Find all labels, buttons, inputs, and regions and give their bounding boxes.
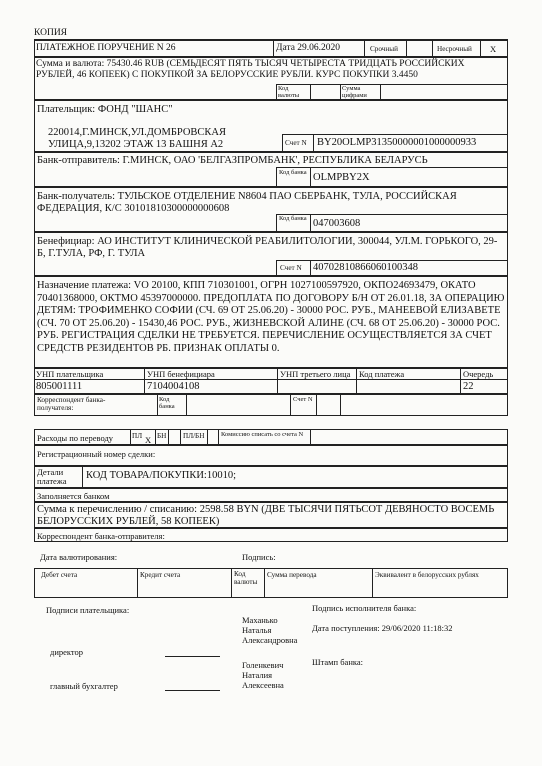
ids-header: Код платежа [359,369,405,379]
ids-value: 7104004108 [147,381,200,392]
correspondent-code-label: Код банка [159,396,175,410]
ids-table [34,368,508,394]
stamp-label: Штамп банка: [312,657,363,667]
payment-details-label: Детали платежа [37,467,67,486]
nonurgent-mark: X [490,44,497,54]
filled-by-bank-label: Заполняется банком [37,491,110,501]
urgent-label: Срочный [370,45,398,53]
order-title: ПЛАТЕЖНОЕ ПОРУЧЕНИЕ N 26 [36,43,176,53]
accountant-name: Голенкевич Наталия Алексеевна [242,660,284,690]
accountant-label: главный бухгалтер [50,681,118,691]
transfer-fees-label: Расходы по переводу [37,433,114,443]
sender-bank-code: OLMPBY2X [313,172,370,183]
payer-account: BY20OLMP31350000001000000933 [317,137,477,148]
amount-to-transfer: Сумма к перечислению / списанию: 2598.58 BYN (ДВЕ ТЫСЯЧИ ПЯТЬСОТ ДЕВЯНОСТО ВОСЕМЬ БЕЛОРУССКИХ РУБЛЕЙ, 58 КОПЕЕК) [37,504,495,527]
ids-value: 22 [463,381,474,392]
amount-currency: Сумма и валюта: 75430.46 RUB (СЕМЬДЕСЯТ ПЯТЬ ТЫСЯЧ ЧЕТЫРЕСТА ТРИДЦАТЬ РОССИЙСКИХ РУБЛЕЙ, 46 КОПЕЕК) С ПОКУПКОЙ ЗА БЕЛОРУССКИЕ РУБЛИ. КУРС ПОКУПКИ 3.4450 [36,59,465,80]
payer-account-label: Счет N [285,139,307,147]
receiver-bank-code: 047003608 [313,218,361,229]
director-label: директор [50,647,84,657]
bottom-table-header: Дебет счета [41,571,78,579]
beneficiary-account: 40702810866060100348 [313,262,418,273]
receiver-bank: Банк-получатель: ТУЛЬСКОЕ ОТДЕЛЕНИЕ N8604 ПАО СБЕРБАНК, ТУЛА, РОССИЙСКАЯ ФЕДЕРАЦИЯ, К/С 30101810300000000608 [37,191,457,214]
correspondent-account-label: Счет N [293,396,313,403]
beneficiary: Бенефициар: АО ИНСТИТУТ КЛИНИЧЕСКОЙ РЕАБИЛИТОЛОГИИ, 300044, УЛ.М. ГОРЬКОГО, 29-Б, Г.ТУЛА, РФ, Г. ТУЛА [37,236,498,259]
sender-correspondent-label: Корреспондент банка-отправителя: [37,531,165,541]
payment-details-value: КОД ТОВАРА/ПОКУПКИ:10010; [86,470,237,481]
nonurgent-label: Несрочный [437,45,472,53]
bottom-table-header: Кредит счета [140,571,181,579]
receiver-bank-code-label: Код банка [279,215,307,222]
reg-number-label: Регистрационный номер сделки: [37,449,156,459]
bottom-table-header: Сумма перевода [267,571,317,579]
ids-header: УНП бенефициара [147,369,215,379]
bottom-table-header: Эквивалент в белорусских рублях [375,571,479,579]
received-date: Дата поступления: 29/06/2020 11:18:32 [312,623,453,633]
ids-value: 805001111 [36,381,83,392]
beneficiary-account-label: Счет N [280,264,302,272]
fee-option-mark: X [145,435,152,445]
sum-digits-label: Сумма цифрами [342,85,367,99]
sender-bank: Банк-отправитель: Г.МИНСК, ОАО 'БЕЛГАЗПРОМБАНК', РЕСПУБЛИКА БЕЛАРУСЬ [37,155,428,166]
bank-signature-label: Подпись исполнителя банка: [312,603,417,613]
payer-name: Плательщик: ФОНД "ШАНС" [37,104,173,115]
doc-title: КОПИЯ [34,28,68,38]
fee-option-pl: ПЛ [132,432,143,440]
bottom-table-header: Код валюты [234,570,258,586]
ids-header: УНП третьего лица [280,369,351,379]
director-name: Маханько Наталья Александровна [242,615,298,645]
payer-signatures-label: Подписи плательщика: [46,605,130,615]
commission-label: Комиссию списать со счета N [221,431,304,438]
fee-option-plbn: ПЛ/БН [183,432,205,440]
value-date-label: Дата валютирования: [40,552,118,562]
payment-purpose: Назначение платежа: VO 20100, КПП 710301001, ОГРН 1027100597920, ОКПО24693479, ОКАТО 70401368000, ОКТМО 45397000000. ПРЕДОПЛАТА ПО ДОГОВОРУ Б/Н ОТ 26.01.18, ЗА ОПЕРАЦИЮ ДЕТЯМ: ТРОФИМЕНКО СОФИИ (СЧ. 69 ОТ 25.06.20) - 30000 РОС. РУБ., МАНЕЕВОЙ ЕЛИЗАВЕТЕ (СЧ. 70 ОТ 25.06.20) - 15430,46 РОС. РУБ., ЖИЗНЕВСКОЙ АЛИНЕ (СЧ. 68 ОТ 25.06.20) - 30000 РОС. РУБ. РЕГИСТРАЦИЯ СДЕЛКИ НЕ ТРЕБУЕТСЯ. ПЕРЕЧИСЛЕНИЕ ОСУЩЕСТВЛЯЕТСЯ ЗА СЧЕТ СРЕДСТВ РЕЗИДЕНТОВ РБ. ПРИЗНАК ОПЛАТЫ 0. [37,280,505,354]
currency-code-label: Код валюты [278,85,300,99]
correspondent-label: Корреспондент банка-получателя: [37,396,106,412]
ids-header: Очередь [463,369,494,379]
signature-label: Подпись: [242,552,276,562]
order-date: Дата 29.06.2020 [276,43,341,53]
sender-bank-code-label: Код банка [279,169,307,176]
fee-option-bn: БН [157,432,167,440]
payer-address: 220014,Г.МИНСК,УЛ.ДОМБРОВСКАЯ УЛИЦА,9,13202 ЭТАЖ 13 БАШНЯ А2 [48,127,227,150]
ids-header: УНП плательщика [36,369,104,379]
